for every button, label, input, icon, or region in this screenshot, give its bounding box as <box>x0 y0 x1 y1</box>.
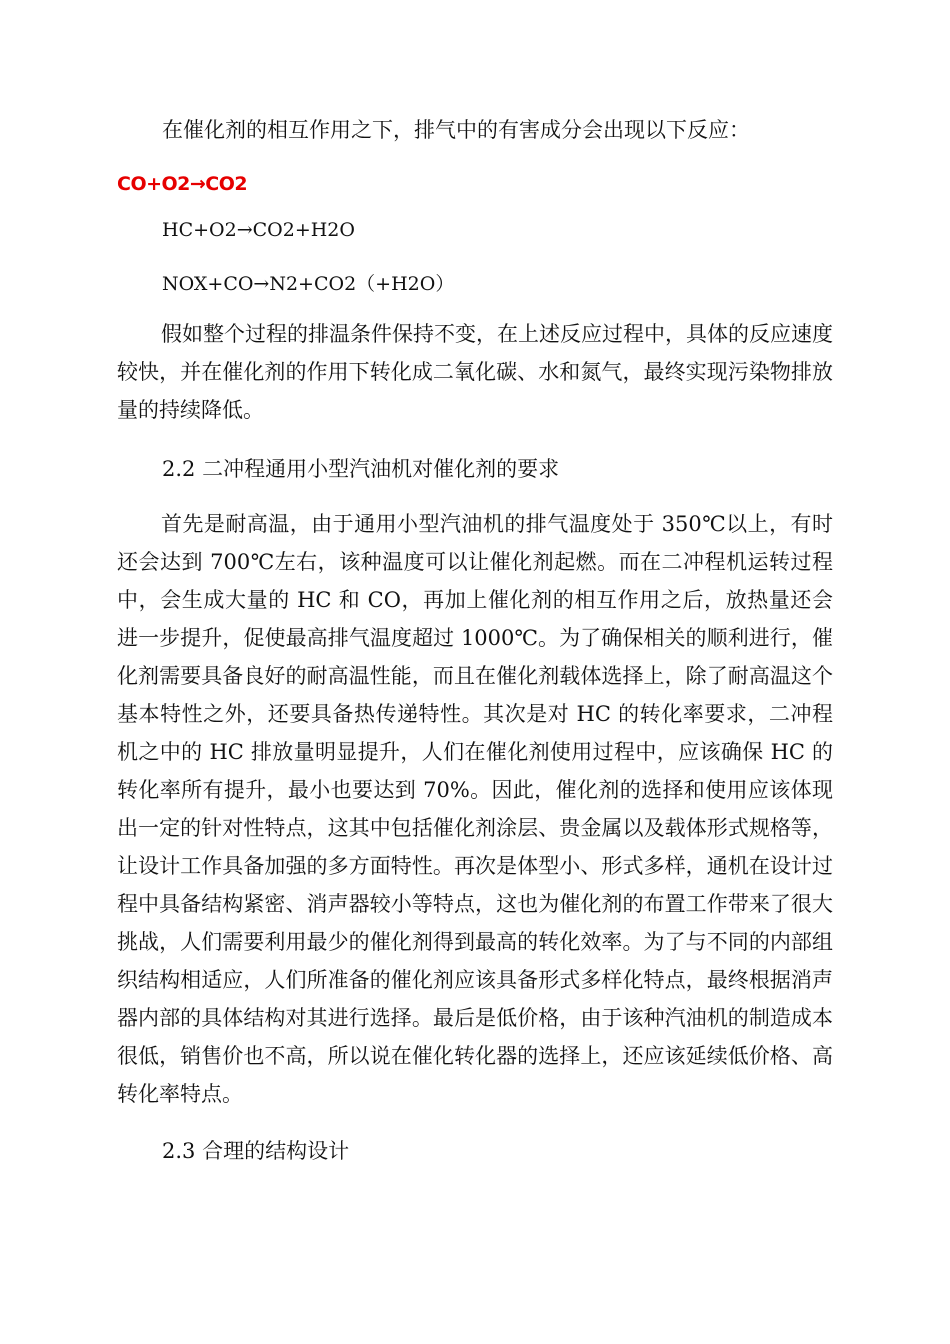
reaction-nox-reduction: NOX+CO→N2+CO2（+H2O） <box>162 273 455 295</box>
paragraph-catalyst-requirements: 首先是耐高温，由于通用小型汽油机的排气温度处于 350℃以上，有时还会达到 700℃左右，该种温度可以让催化剂起燃。而在二冲程机运转过程中，会生成大量的 HC 和 CO，再加上催化剂的相互作用之后，放热量还会进一步提升，促使最高排气温度超过 1000℃。为了确保相关的顺利进行，催化剂需要具备良好的耐高温性能，而且在催化剂载体选择上，除了耐高温这个基本特性之外，还要具备热传递特性。其次是对 HC 的转化率要求，二冲程机之中的 HC 排放量明显提升，人们在催化剂使用过程中，应该确保 HC 的转化率所有提升，最小也要达到 70%。因此，催化剂的选择和使用应该体现出一定的针对性特点，这其中包括催化剂涂层、贵金属以及载体形式规格等，让设计工作具备加强的多方面特性。再次是体型小、形式多样，通机在设计过程中具备结构紧密、消声器较小等特点，这也为催化剂的布置工作带来了很大挑战，人们需要利用最少的催化剂得到最高的转化效率。为了与不同的内部组织结构相适应，人们所准备的催化剂应该具备形式多样化特点，最终根据消声器内部的具体结构对其进行选择。最后是低价格，由于该种汽油机的制造成本很低，销售价也不高，所以说在催化转化器的选择上，还应该延续低价格、高转化率特点。 <box>117 512 833 1106</box>
section-heading-2-3: 2.3 合理的结构设计 <box>162 1139 350 1163</box>
reaction-co-oxidation: CO+O2→CO2 <box>117 173 248 195</box>
intro-line: 在催化剂的相互作用之下，排气中的有害成分会出现以下反应： <box>162 118 750 142</box>
section-heading-2-2: 2.2 二冲程通用小型汽油机对催化剂的要求 <box>162 457 560 481</box>
paragraph-reaction-summary: 假如整个过程的排温条件保持不变，在上述反应过程中，具体的反应速度较快，并在催化剂的作用下转化成二氧化碳、水和氮气，最终实现污染物排放量的持续降低。 <box>117 322 833 422</box>
reaction-hc-oxidation: HC+O2→CO2+H2O <box>162 219 355 241</box>
